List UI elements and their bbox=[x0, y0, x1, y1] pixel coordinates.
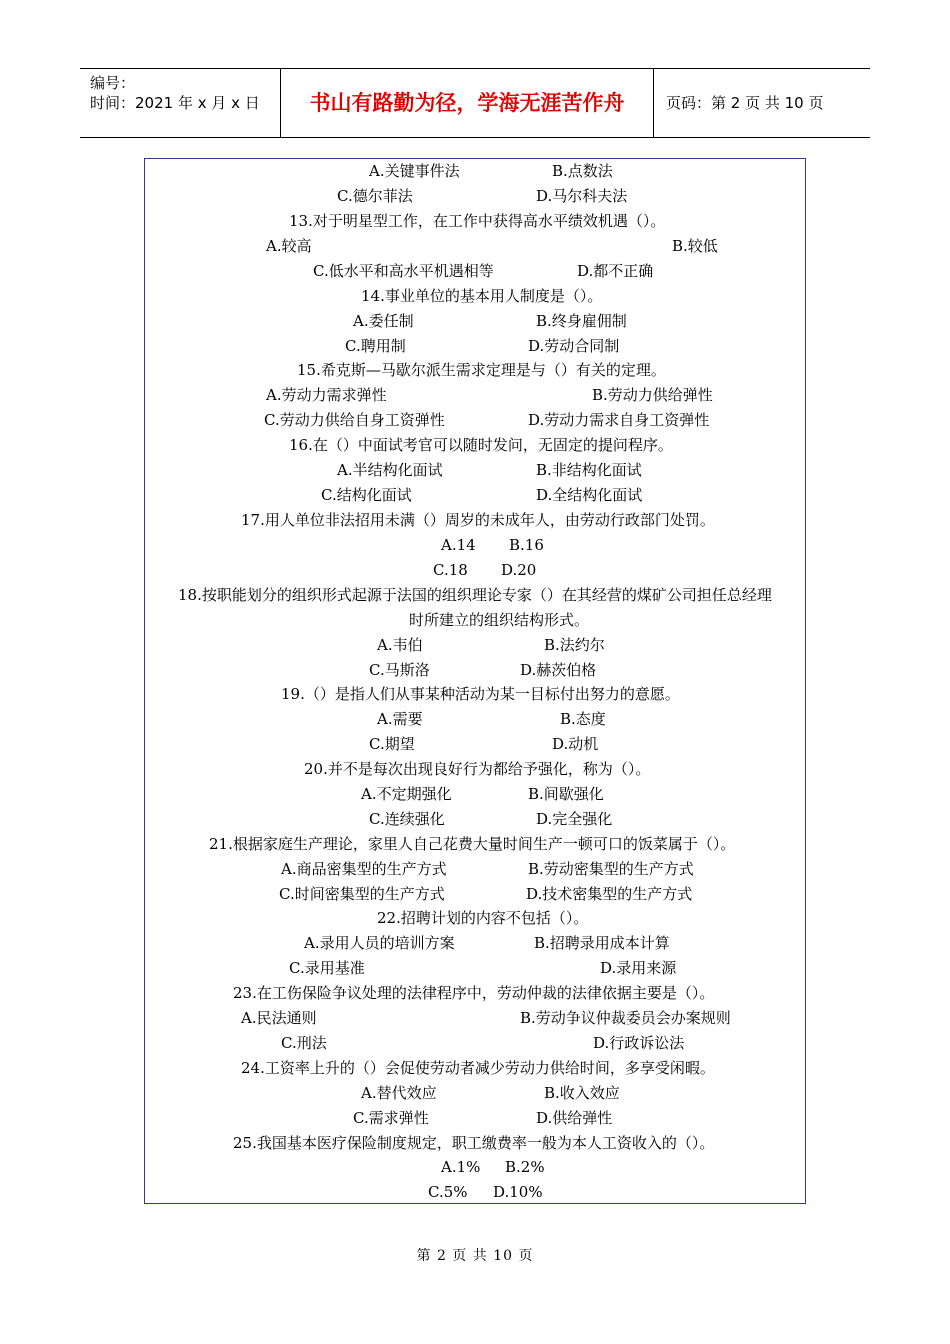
answer-option: C.连续强化 bbox=[369, 810, 445, 828]
answer-option: B.较低 bbox=[672, 237, 718, 255]
answer-option: A.需要 bbox=[377, 710, 423, 728]
answer-option: B.劳动密集型的生产方式 bbox=[528, 860, 694, 878]
content-frame bbox=[144, 158, 806, 1204]
question-text: 16.在（）中面试考官可以随时发问，无固定的提问程序。 bbox=[289, 436, 673, 454]
answer-option: A.较高 bbox=[266, 237, 312, 255]
answer-option: C.劳动力供给自身工资弹性 bbox=[264, 411, 445, 429]
question-text: 22.招聘计划的内容不包括（）。 bbox=[377, 909, 589, 927]
answer-option: C.德尔菲法 bbox=[337, 187, 413, 205]
answer-option: D.供给弹性 bbox=[536, 1109, 613, 1127]
question-text: 13.对于明星型工作，在工作中获得高水平绩效机遇（）。 bbox=[289, 212, 666, 230]
answer-option: B.劳动争议仲裁委员会办案规则 bbox=[520, 1009, 731, 1027]
answer-option: C.需求弹性 bbox=[353, 1109, 429, 1127]
page-header bbox=[80, 68, 870, 138]
answer-option: A.韦伯 bbox=[377, 636, 423, 654]
question-text: 21.根据家庭生产理论，家里人自己花费大量时间生产一顿可口的饭菜属于（）。 bbox=[209, 835, 736, 853]
answer-option: B.招聘录用成本计算 bbox=[534, 934, 670, 952]
answer-option: B.收入效应 bbox=[544, 1084, 620, 1102]
answer-option: C.低水平和高水平机遇相等 bbox=[313, 262, 494, 280]
answer-option: D.行政诉讼法 bbox=[593, 1034, 685, 1052]
answer-option: B.16 bbox=[509, 536, 544, 554]
doc-time-label: 时间：2021 年 x 月 x 日 bbox=[90, 94, 260, 112]
answer-option: A.半结构化面试 bbox=[337, 461, 443, 479]
answer-option: A.商品密集型的生产方式 bbox=[281, 860, 447, 878]
question-text: 25.我国基本医疗保险制度规定，职工缴费率一般为本人工资收入的（）。 bbox=[233, 1134, 715, 1152]
answer-option: D.20 bbox=[501, 561, 537, 579]
header-page-label: 页码：第 2 页 共 10 页 bbox=[666, 94, 824, 112]
answer-option: D.完全强化 bbox=[536, 810, 613, 828]
answer-option: B.2% bbox=[505, 1158, 545, 1176]
answer-option: C.马斯洛 bbox=[369, 661, 430, 679]
answer-option: D.劳动合同制 bbox=[528, 337, 620, 355]
answer-option: A.不定期强化 bbox=[361, 785, 452, 803]
doc-number-label: 编号： bbox=[90, 74, 136, 92]
question-text: 17.用人单位非法招用未满（）周岁的未成年人，由劳动行政部门处罚。 bbox=[241, 511, 715, 529]
answer-option: 时所建立的组织结构形式。 bbox=[409, 611, 590, 629]
answer-option: B.非结构化面试 bbox=[536, 461, 642, 479]
answer-option: C.聘用制 bbox=[345, 337, 406, 355]
answer-option: B.点数法 bbox=[552, 162, 613, 180]
question-text: 23.在工伤保险争议处理的法律程序中，劳动仲裁的法律依据主要是（）。 bbox=[233, 984, 715, 1002]
question-text: 18.按职能划分的组织形式起源于法国的组织理论专家（）在其经营的煤矿公司担任总经理 bbox=[178, 586, 772, 604]
answer-option: C.刑法 bbox=[281, 1034, 327, 1052]
answer-option: D.劳动力需求自身工资弹性 bbox=[528, 411, 710, 429]
answer-option: C.录用基准 bbox=[289, 959, 365, 977]
answer-option: D.马尔科夫法 bbox=[536, 187, 628, 205]
answer-option: A.委任制 bbox=[353, 312, 414, 330]
answer-option: A.民法通则 bbox=[241, 1009, 317, 1027]
answer-option: B.终身雇佣制 bbox=[536, 312, 627, 330]
answer-option: D.动机 bbox=[552, 735, 599, 753]
answer-option: D.技术密集型的生产方式 bbox=[526, 885, 693, 903]
answer-option: D.赫茨伯格 bbox=[520, 661, 597, 679]
question-text: 20.并不是每次出现良好行为都给予强化，称为（）。 bbox=[304, 760, 651, 778]
answer-option: A.关键事件法 bbox=[369, 162, 460, 180]
answer-option: B.态度 bbox=[560, 710, 606, 728]
answer-option: A.14 bbox=[441, 536, 476, 554]
answer-option: D.全结构化面试 bbox=[536, 486, 643, 504]
question-text: 15.希克斯—马歇尔派生需求定理是与（）有关的定理。 bbox=[297, 361, 666, 379]
answer-option: B.法约尔 bbox=[544, 636, 605, 654]
answer-option: A.替代效应 bbox=[361, 1084, 437, 1102]
page-footer: 第 2 页 共 10 页 bbox=[416, 1248, 534, 1264]
answer-option: D.录用来源 bbox=[600, 959, 677, 977]
question-text: 24.工资率上升的（）会促使劳动者减少劳动力供给时间，多享受闲暇。 bbox=[241, 1059, 715, 1077]
answer-option: A.录用人员的培训方案 bbox=[304, 934, 455, 952]
answer-option: C.期望 bbox=[369, 735, 415, 753]
answer-option: C.结构化面试 bbox=[321, 486, 412, 504]
question-text: 19.（）是指人们从事某种活动为某一目标付出努力的意愿。 bbox=[281, 685, 680, 703]
answer-option: C.18 bbox=[433, 561, 468, 579]
answer-option: C.5% bbox=[428, 1183, 468, 1201]
answer-option: D.10% bbox=[493, 1183, 543, 1201]
question-text: 14.事业单位的基本用人制度是（）。 bbox=[361, 287, 603, 305]
answer-option: B.劳动力供给弹性 bbox=[592, 386, 713, 404]
answer-option: D.都不正确 bbox=[577, 262, 654, 280]
answer-option: A.劳动力需求弹性 bbox=[266, 386, 387, 404]
header-info-cell bbox=[80, 69, 281, 137]
answer-option: A.1% bbox=[441, 1158, 481, 1176]
answer-option: B.间歇强化 bbox=[528, 785, 604, 803]
header-motto: 书山有路勤为径，学海无涯苦作舟 bbox=[281, 69, 654, 137]
answer-option: C.时间密集型的生产方式 bbox=[279, 885, 445, 903]
